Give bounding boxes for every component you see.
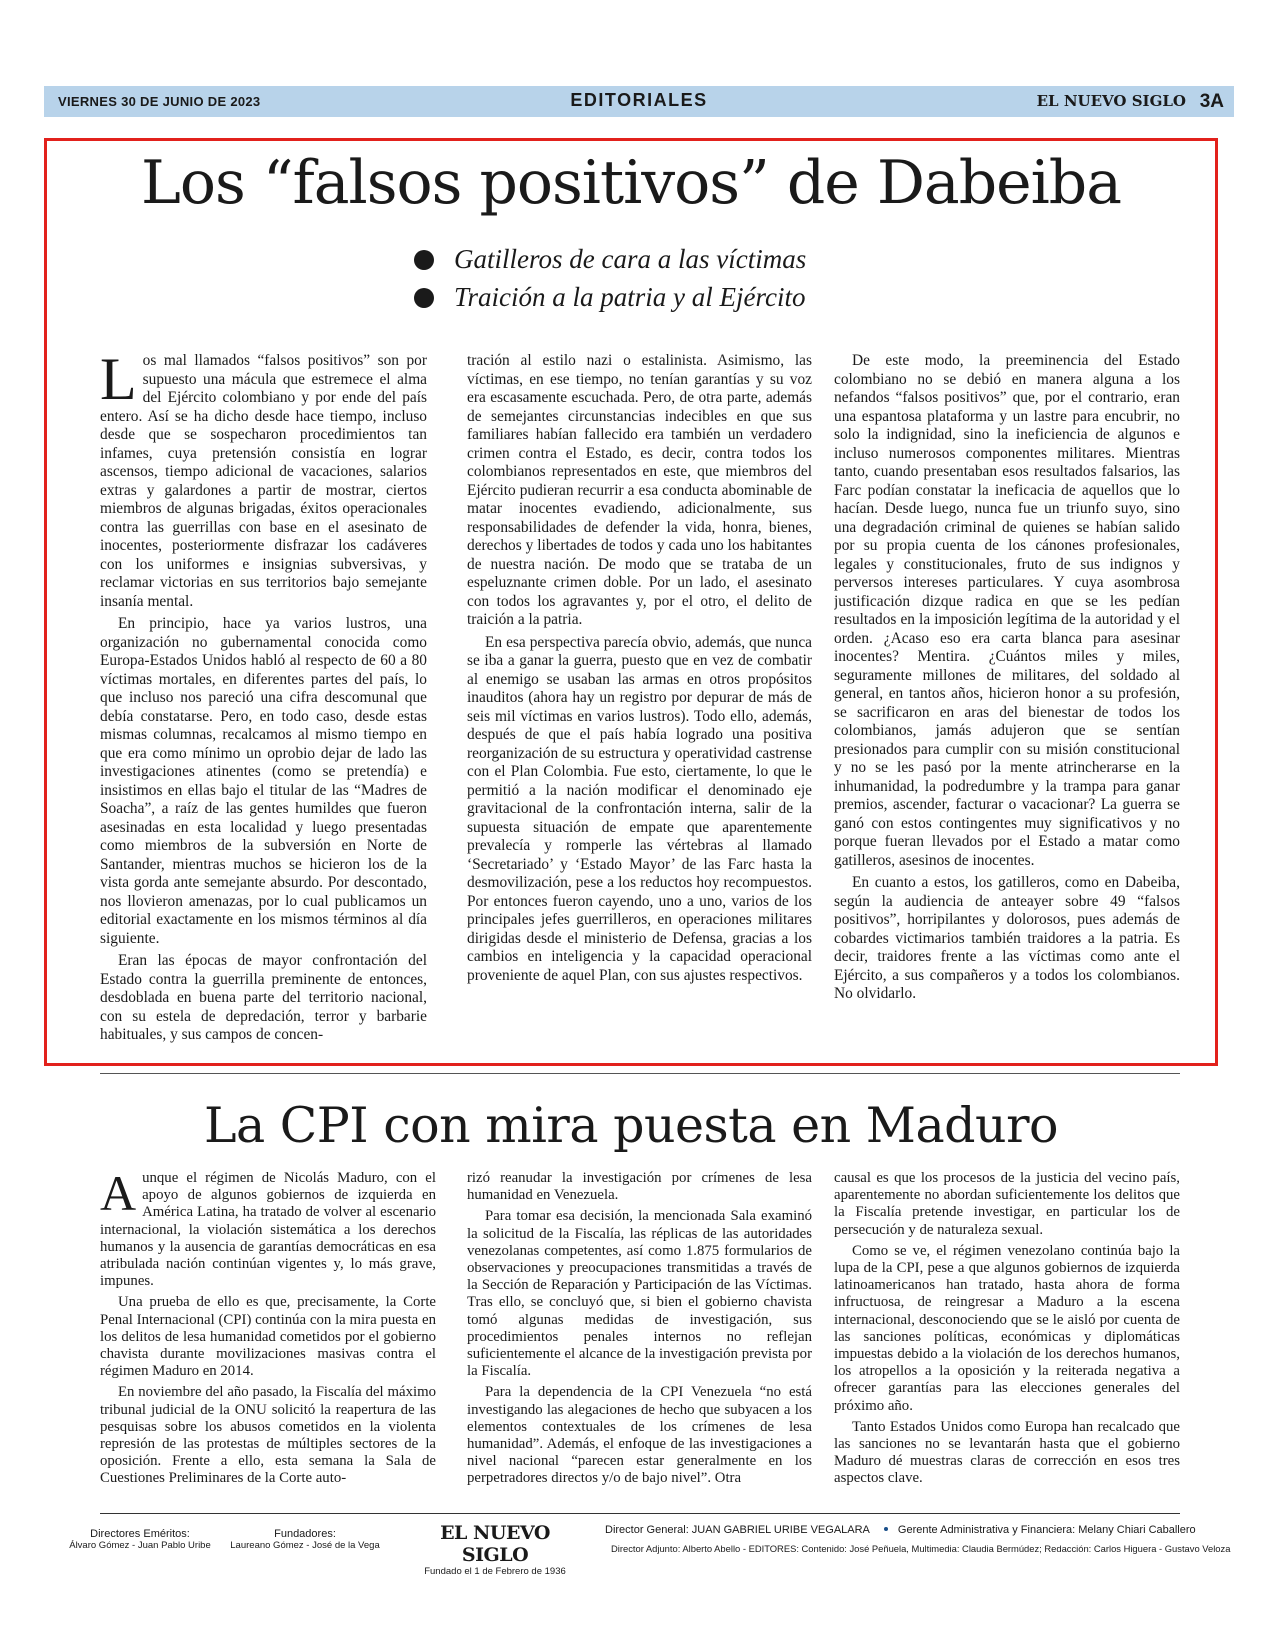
- directores-emeritos: [60, 1528, 220, 1551]
- subhead-1: [414, 240, 806, 278]
- paragraph: En esa perspectiva parecía obvio, además, que nunca se iba a ganar la guerra, puesto que en vez de combatir al enemigo se usaban las armas en otros propósitos inauditos (ahora hay un registro por depurar de más de seis mil víctimas en varios lustros). Todo ello, además, después de que el país había logrado una positiva reorganización de su estructura y operatividad castrense con el Plan Colombia. Fue esto, ciertamente, lo que le permitió a la nación modificar el denominado eje gravitacional de la confrontación interna, salir de la supuesta situación de empate que aparentemente prevalecía y romperle las vértebras al llamado ‘Secretariado’ y ‘Estado Mayor’ de las Farc hasta la desmovilización, pese a los reductos hoy recompuestos. Por entonces fueron cayendo, uno a uno, varios de los principales jefes guerrilleros, en operaciones militares dirigidas desde el ministerio de Defensa, gracias a los cambios en inteligencia y la capacidad operacional proveniente de aquel Plan, con sus ajustes respectivos.: [467, 633, 812, 984]
- page-number: 3A: [1199, 91, 1224, 112]
- footer-logo-name: EL NUEVO SIGLO: [440, 1522, 550, 1566]
- director-line: [605, 1524, 1196, 1536]
- paragraph: Tanto Estados Unidos como Europa han recalcado que las sanciones no se levantarán hasta que el gobierno Maduro dé muestras claras de corrección en esos tres aspectos clave.: [834, 1418, 1180, 1487]
- staff-line: Director Adjunto: Alberto Abello - EDITORES: Contenido: José Peñuela, Multimedia: Claudia Bermúdez; Redacción: Carlos Higuera - Gustavo Veloza: [611, 1543, 1231, 1554]
- section-title: EDITORIALES: [570, 90, 708, 110]
- paragraph: unque el régimen de Nicolás Maduro, con el apoyo de algunos gobiernos de izquierda en América Latina, ha tratado de volver al escenario internacional, la violación sistemática a los derechos humanos y la ausencia de garantías democráticas en esa atribulada nación continúan vigentes y, lo más grave, impunes.: [100, 1170, 436, 1290]
- paragraph: tración al estilo nazi o estalinista. Asimismo, las víctimas, en ese tiempo, no tenían garantías y su voz era escasamente escuchada. Pero, de otra parte, además de semejantes circunstancias indecibles en que sus familiares habían fallecido era también un verdadero crimen contra el Estado, es decir, contra todos los colombianos representados en este, que miembros del Ejército pudieran recurrir a esa conducta abominable de matar inocentes evadiendo, adicionalmente, sus responsabilidades de defender la vida, honra, bienes, derechos y libertades de todos y cada uno los habitantes de nuestra nación. De modo que se trataba de un espeluznante crimen doble. Por un lado, el asesinato con todos los agravantes y, por el otro, el delito de traición a la patria.: [467, 352, 812, 628]
- director-general: Director General: JUAN GABRIEL URIBE VEGALARA: [605, 1524, 870, 1536]
- subhead-text: Gatilleros de cara a las víctimas: [454, 244, 807, 274]
- paragraph: Como se ve, el régimen venezolano continúa bajo la lupa de la CPI, pese a que algunos gobiernos de izquierda latinoamericanos han tratado, hasta ahora de forma infructuosa, de reingresar a Maduro a la escena internacional, desconociendo que se le aisló por cuenta de las sanciones políticas, económicas y diplomáticas impuestas debido a la violación de los derechos humanos, los atropellos a la oposición y la reiterada negativa a ofrecer garantías para las elecciones generales del próximo año.: [834, 1242, 1180, 1414]
- footer-divider: [100, 1513, 1180, 1514]
- editorial-2-column-3: [834, 1170, 1180, 1510]
- paragraph: Para la dependencia de la CPI Venezuela “no está investigando las alegaciones de hecho que subyacen a los elementos contextuales de los crímenes de lesa humanidad”. Además, el enfoque de las investigaciones a nivel nacional “parecen estar generalmente en los perpetradores directos y/o de bajo nivel”. Otra: [467, 1384, 812, 1487]
- editorial-1-subheads: [414, 240, 806, 316]
- paragraph: En noviembre del año pasado, la Fiscalía del máximo tribunal judicial de la ONU solicitó la reapertura de las pesquisas sobre los abusos cometidos en la violenta represión de las protestas de múltiples sectores de la oposición. Frente a ello, esta semana la Sala de Cuestiones Preliminares de la Corte auto-: [100, 1384, 436, 1487]
- editorial-2-column-2: [467, 1170, 812, 1510]
- subhead-text: Traición a la patria y al Ejército: [454, 282, 806, 312]
- fundadores-names: Laureano Gómez - José de la Vega: [230, 1540, 380, 1551]
- separator-dot-icon: [884, 1527, 888, 1531]
- founded-date: Fundado el 1 de Febrero de 1936: [424, 1566, 566, 1577]
- gerente: Gerente Administrativa y Financiera: Melany Chiari Caballero: [897, 1524, 1196, 1536]
- paragraph: rizó reanudar la investigación por crímenes de lesa humanidad en Venezuela.: [467, 1170, 812, 1204]
- footer-logo: [420, 1522, 570, 1577]
- fundadores: [225, 1528, 385, 1551]
- editorial-2-title: La CPI con mira puesta en Maduro: [203, 1097, 1059, 1154]
- page-header-bar: [44, 86, 1234, 117]
- paragraph: Una prueba de ello es que, precisamente, la Corte Penal Internacional (CPI) continúa con la mira puesta en los delitos de lesa humanidad cometidos por el gobierno chavista durante movilizaciones masivas contra el régimen Maduro en 2014.: [100, 1294, 436, 1380]
- bullet-icon: [414, 288, 434, 308]
- editorial-2-column-1: [100, 1170, 436, 1510]
- editorial-1-column-2: [467, 352, 812, 1057]
- issue-date: VIERNES 30 DE JUNIO DE 2023: [58, 94, 261, 109]
- emeritos-names: Álvaro Gómez - Juan Pablo Uribe: [69, 1540, 211, 1551]
- editorial-1-column-3: [834, 352, 1180, 1057]
- emeritos-label: Directores Eméritos:: [90, 1528, 190, 1540]
- bullet-icon: [414, 250, 434, 270]
- paragraph: En cuanto a estos, los gatilleros, como en Dabeiba, según la audiencia de anteayer sobre 49 “falsos positivos”, horripilantes y dolorosos, pues además de cobardes victimarios también traidores a la patria. Es decir, traidores frente a las víctimas como ante el Ejército, a sus compañeros y a todos los colombianos. No olvidarlo.: [834, 874, 1180, 1002]
- paragraph: En principio, hace ya varios lustros, una organización no gubernamental conocida como Europa-Estados Unidos habló al respecto de 60 a 80 víctimas mortales, en diferentes partes del país, lo que incluso nos pareció una cifra descomunal que debía constatarse. Pero, en todo caso, desde estas mismas columnas, recalcamos al mismo tiempo en que era como mínimo un oprobio dejar de lado las investigaciones atinentes (como se pretendía) e insistimos en ellas bajo el titular de las “Madres de Soacha”, a raíz de las gentes humildes que fueron asesinadas en esta localidad y luego presentadas como miembros de la subversión en Norte de Santander, mientras muchos se hicieron los de la vista gorda ante semejante absurdo. Por descontado, nos llovieron amenazas, por lo cual publicamos un editorial exactamente en los mismos términos al día siguiente.: [100, 615, 427, 947]
- newspaper-logo: EL NUEVO SIGLO: [1036, 92, 1186, 110]
- editorial-1-title: Los “falsos positivos” de Dabeiba: [141, 148, 1121, 218]
- paragraph: Para tomar esa decisión, la mencionada Sala examinó la solicitud de la Fiscalía, las réplicas de las autoridades venezolanas competentes, así como 1.875 formularios de observaciones y preocupaciones transmitidas a través de la Sección de Reparación y Participación de las Víctimas. Tras ello, se concluyó que, si bien el gobierno chavista tomó algunas medidas de investigación, sus procedimientos penales internos no reflejan suficientemente el alcance de la investigación prevista por la Fiscalía.: [467, 1208, 812, 1380]
- editorial-1-column-1: [100, 352, 427, 1057]
- divider: [100, 1073, 1180, 1074]
- paragraph: De este modo, la preeminencia del Estado colombiano no se debió en manera alguna a los nefandos “falsos positivos” que, por el contrario, eran una espantosa plataforma y un lastre para encubrir, no solo la indignidad, sino la ineficiencia de algunos e incluso numerosos componentes militares. Mientras tanto, cuando presentaban esos resultados falsarios, las Farc podían constatar la ineficacia de aquellos que lo hacían. Desde luego, nunca fue un triunfo suyo, sino una degradación criminal de quienes se habían salido por su propia cuenta de los cánones profesionales, legales y constitucionales, fruto de sus indignos y perversos intereses particulares. Y cuya asombrosa justificación dizque radica en que se les pedían resultados en la imposición legítima de la autoridad y el orden. ¿Acaso eso era carta blanca para asesinar inocentes? Mentira. ¿Cuántos miles y miles, seguramente millones de militares, del soldado al general, en tantos años, hicieron honor a su profesión, se sacrificaron en aras del bienestar de todos los colombianos, jamás adujeron que se sentían presionados para cumplir con su misión constitucional y no se les pasó por la mente atrincherarse en la inhumanidad, la podredumbre y la trampa para ganar premios, ascender, facturar o vacacionar? La guerra se ganó con estos contingentes muy significativos y no porque fueran llevados por el Estado a matar como gatilleros, asesinos de inocentes.: [834, 352, 1180, 869]
- drop-cap: A: [100, 1170, 137, 1221]
- page-footer: [0, 1520, 1275, 1580]
- subhead-2: [414, 278, 806, 316]
- paragraph: Eran las épocas de mayor confrontación del Estado contra la guerrilla preminente de entonces, desdoblada en buena parte del territorio nacional, con su estela de depredación, terror y barbarie habituales, y sus campos de concen-: [100, 952, 427, 1043]
- fundadores-label: Fundadores:: [274, 1528, 336, 1540]
- paragraph: causal es que los procesos de la justicia del vecino país, aparentemente no abordan suficientemente los delitos que la Fiscalía pretende investigar, en particular los de persecución y de naturaleza sexual.: [834, 1170, 1180, 1238]
- paragraph: os mal llamados “falsos positivos” son por supuesto una mácula que estremece el alma del Ejército colombiano y por ende del país entero. Así se ha dicho desde hace tiempo, incluso desde que se sospecharon procedimientos tan infames, cuya pretensión consistía en lograr ascensos, tiempo adicional de vacaciones, salarios extras y galardones a partir de mostrar, ciertos miembros de algunas brigadas, éxitos operacionales contra las guerrillas con base en el asesinato de inocentes, posteriormente disfrazar los cadáveres con los uniformes e insignias subversivas, y reclamar victorias en sus territorios bajo semejante insanía mental.: [100, 352, 427, 610]
- drop-cap: L: [100, 352, 137, 412]
